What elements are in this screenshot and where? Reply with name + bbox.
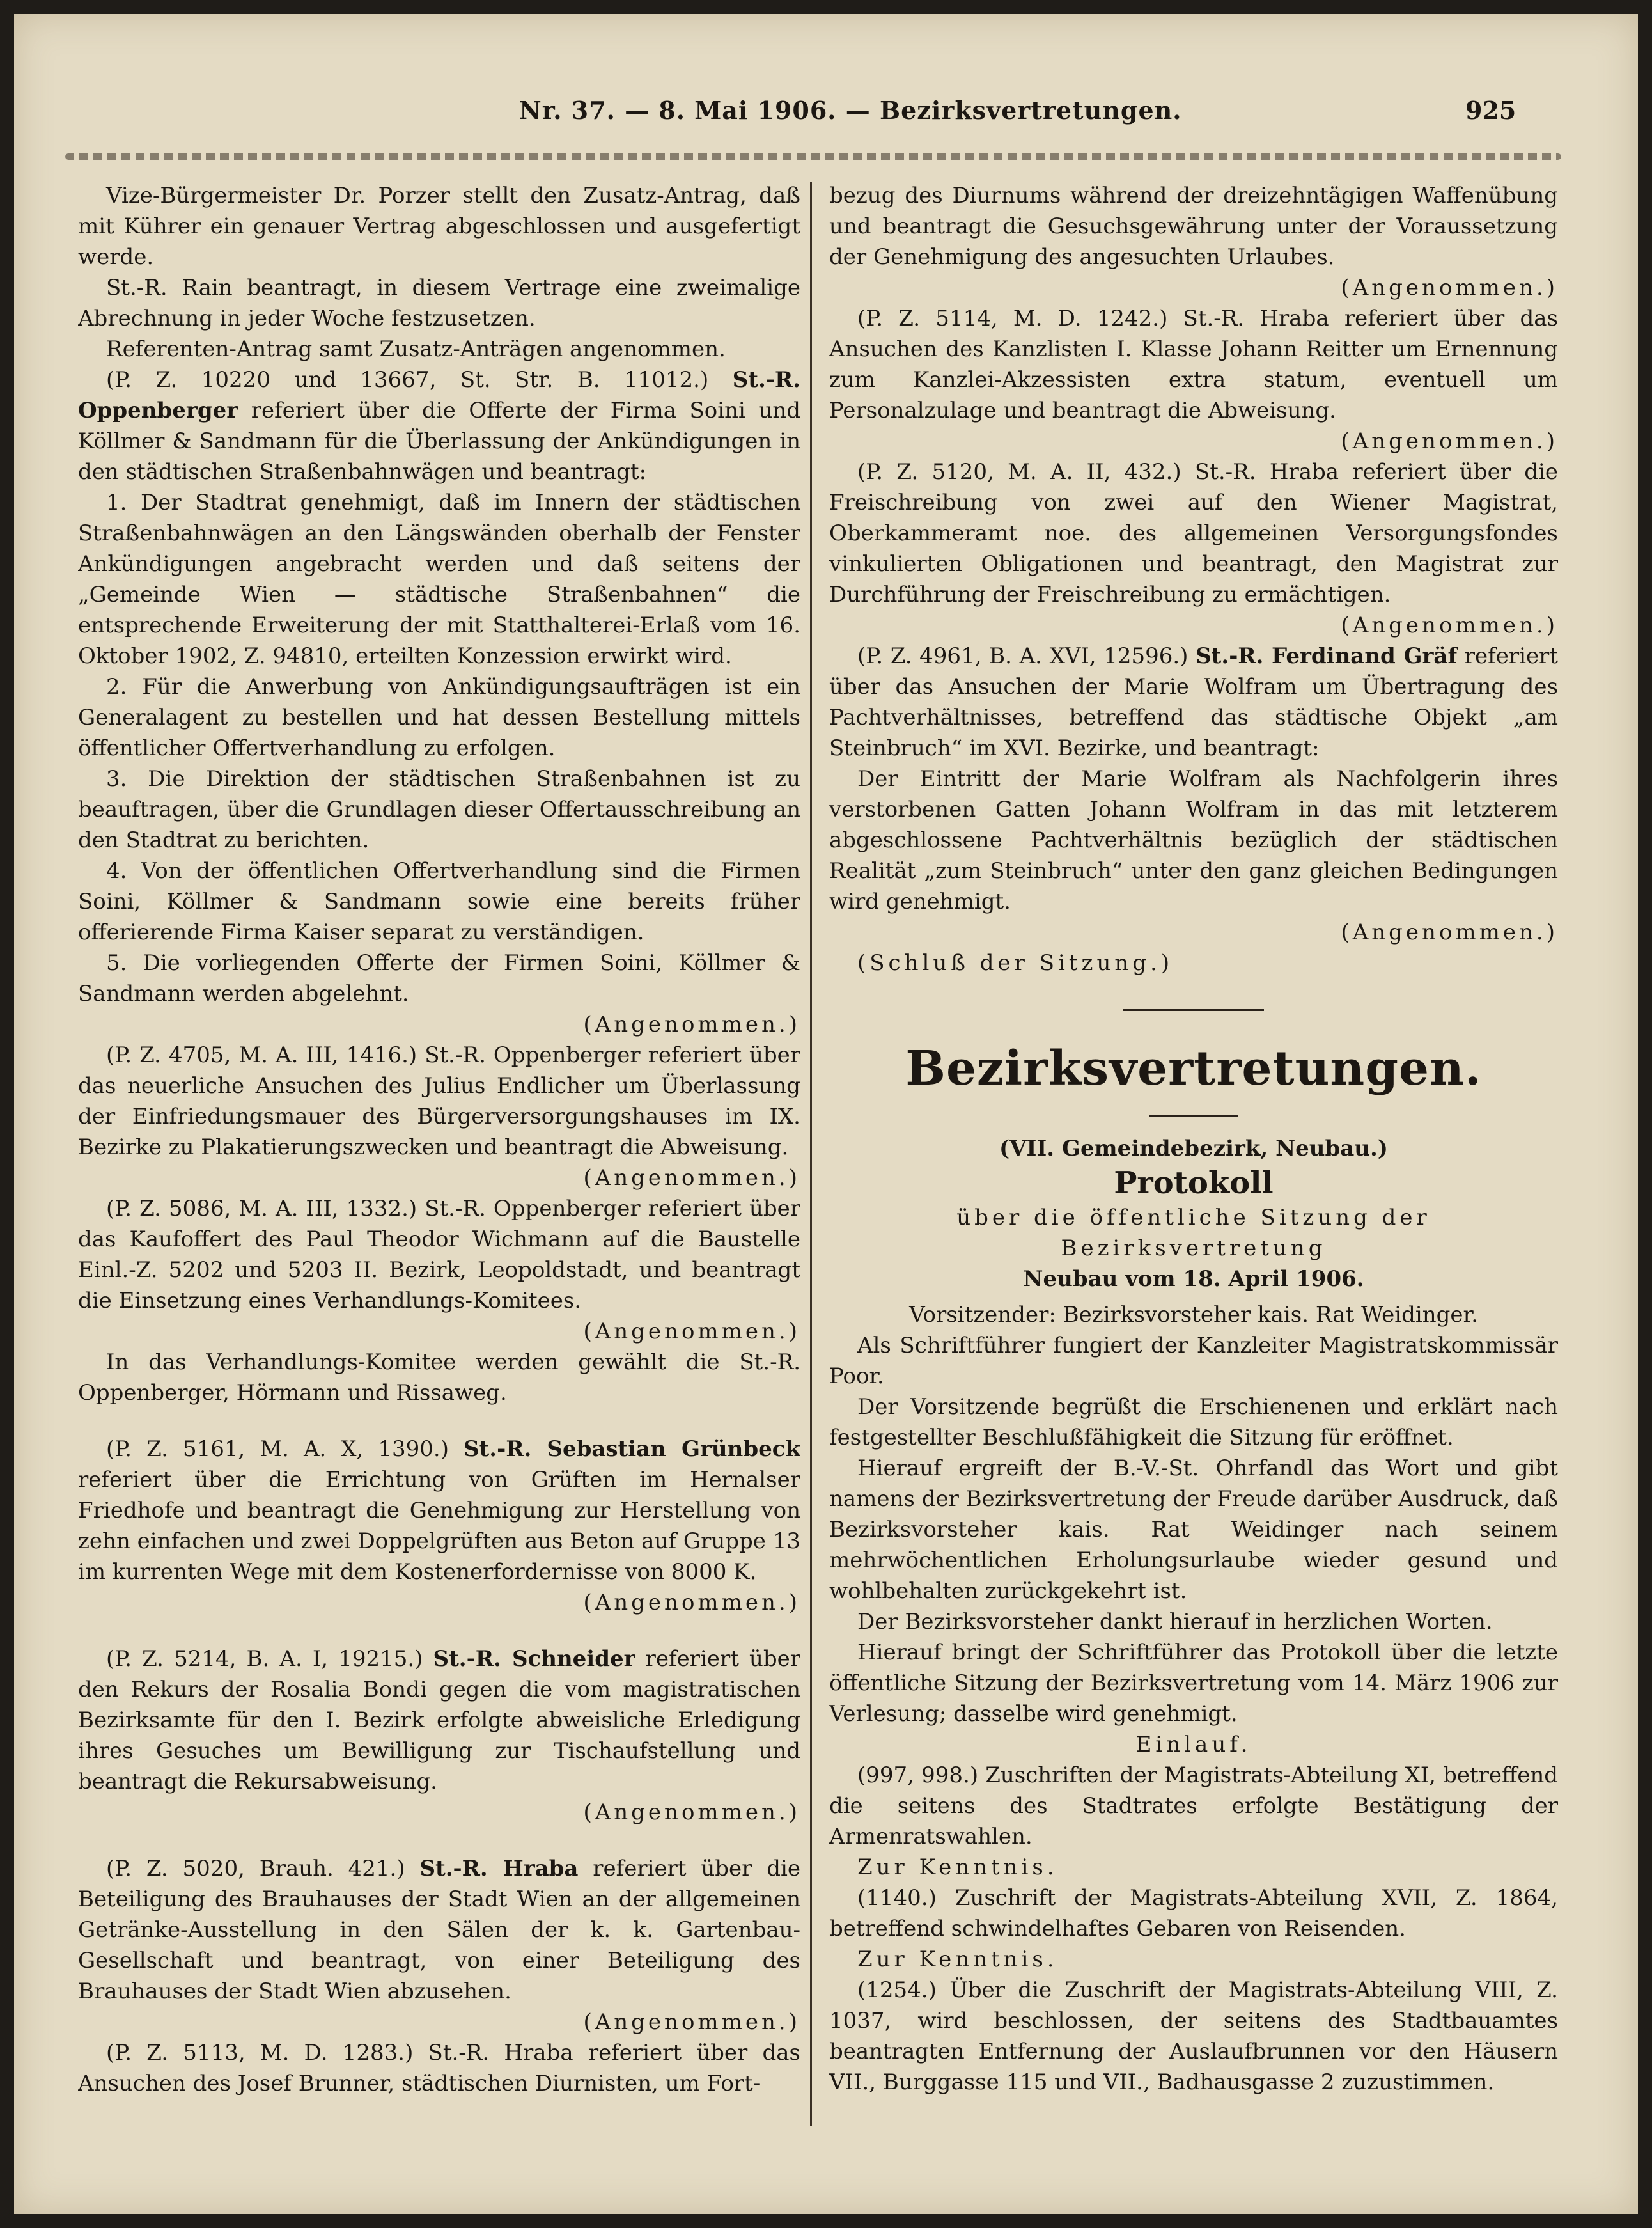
list-item: 4. Von der öffentlichen Offertverhandlung sind die Firmen Soini, Köllmer & Sandmann sowie eine bereits früher offerierende Firma Kaiser separat zu verständigen.	[78, 858, 800, 945]
paragraph: (P. Z. 4705, M. A. III, 1416.) St.-R. Oppenberger referiert über das neuerliche Ansuchen des Julius Endlicher um Überlassung der Einfriedungsmauer des Bürgerversorgungshauses im IX. Bezirke zu Plakatierungszwecken und beantragt die Abweisung.	[78, 1042, 800, 1160]
resolution: (Angenommen.)	[1341, 428, 1558, 454]
paragraph-text: referiert über die Offerte der Firma Soini und Köllmer & Sandmann für die Überlassung der Ankündigungen in den städtischen Straßenbahnwägen und beantragt:	[78, 398, 800, 485]
speaker-name: St.-R. Hraba	[419, 1856, 579, 1881]
paragraph: bezug des Diurnums während der dreizehntägigen Waffenübung und beantragt die Gesuchsgewährung unter der Voraussetzung der Genehmigung des angesuchten Urlaubes.	[829, 183, 1558, 270]
protokoll-title: Protokoll	[1114, 1165, 1274, 1201]
section-rule-small	[1149, 1115, 1238, 1117]
paragraph: (P. Z. 5086, M. A. III, 1332.) St.-R. Oppenberger referiert über das Kaufoffert des Paul Theodor Wichmann auf die Baustelle Einl.-Z. 5202 und 5203 II. Bezirk, Leopoldstadt, und beantragt die Einsetzung eines Verhandlungs-Komitees.	[78, 1196, 800, 1314]
paragraph	[78, 365, 800, 487]
running-head	[14, 96, 1638, 134]
paragraph: (997, 998.) Zuschriften der Magistrats-Abteilung XI, betreffend die seitens des Stadtrates erfolgte Bestätigung der Armenratswahlen.	[829, 1762, 1558, 1849]
einlauf-heading: Einlauf.	[1135, 1732, 1252, 1757]
list-item: 1. Der Stadtrat genehmigt, daß im Innern der städtischen Straßenbahnwägen an den Längswänden oberhalb der Fenster Ankündigungen angebracht werden und daß seitens der „Gemeinde Wien — städtische Straßenbahnen“ die entsprechende Erweiterung der mit Statthalterei-Erlaß vom 16. Oktober 1902, Z. 94810, erteilten Konzession erwirkt wird.	[78, 490, 800, 669]
file-reference: (P. Z. 4961, B. A. XVI, 12596.)	[857, 643, 1188, 669]
protokoll-date: Neubau vom 18. April 1906.	[1023, 1266, 1364, 1292]
paragraph: Hierauf ergreift der B.-V.-St. Ohrfandl das Wort und gibt namens der Bezirksvertretung der Freude darüber Ausdruck, daß Bezirksvorsteher kais. Rat Weidinger nach seinem mehrwöchentlichen Erholungsurlaube wieder gesund und wohlbehalten zurückgekehrt ist.	[829, 1455, 1558, 1604]
resolution: (Angenommen.)	[583, 2009, 800, 2035]
paragraph: Als Schriftführer fungiert der Kanzleiter Magistratskommissär Poor.	[829, 1333, 1558, 1389]
district-heading: (VII. Gemeindebezirk, Neubau.)	[999, 1136, 1388, 1161]
header-rule	[65, 153, 1561, 160]
list-item: 3. Die Direktion der städtischen Straßenbahnen ist zu beauftragen, über die Grundlagen dieser Offertausschreibung an den Stadtrat zu berichten.	[78, 766, 800, 853]
resolution: Zur Kenntnis.	[857, 1947, 1058, 1972]
file-reference: (P. Z. 10220 und 13667, St. Str. B. 11012.)	[106, 367, 709, 393]
resolution: (Angenommen.)	[583, 1800, 800, 1825]
closing-note: (Schluß der Sitzung.)	[857, 950, 1174, 976]
paragraph: (P. Z. 5120, M. A. II, 432.) St.-R. Hraba referiert über die Freischreibung von zwei auf den Wiener Magistrat, Oberkammeramt noe. des allgemeinen Versorgungsfondes vinkulierten Obligationen und beantragt, den Magistrat zur Durchführung der Freischreibung zu ermächtigen.	[829, 459, 1558, 608]
running-head-title: Nr. 37. — 8. Mai 1906. — Bezirksvertretungen.	[519, 96, 1182, 125]
file-reference: (P. Z. 5214, B. A. I, 19215.)	[106, 1646, 423, 1672]
paragraph-text: referiert über den Rekurs der Rosalia Bondi gegen die vom magistratischen Bezirksamte für den I. Bezirk erfolgte abweisliche Erledigung ihres Gesuches um Bewilligung zur Tischaufstellung und beantragt die Rekursabweisung.	[78, 1646, 800, 1794]
paragraph: (P. Z. 5113, M. D. 1283.) St.-R. Hraba referiert über das Ansuchen des Josef Brunner, städtischen Diurnisten, um Fort-	[78, 2040, 800, 2096]
paragraph	[78, 1434, 800, 1587]
paragraph: St.-R. Rain beantragt, in diesem Vertrage eine zweimalige Abrechnung in jeder Woche festzusetzen.	[78, 275, 800, 331]
protokoll-subtitle: über die öffentliche Sitzung der Bezirksvertretung	[956, 1205, 1431, 1261]
resolution: (Angenommen.)	[583, 1590, 800, 1615]
paragraph: Hierauf bringt der Schriftführer das Protokoll über die letzte öffentliche Sitzung der Bezirksvertretung vom 14. März 1906 zur Verlesung; dasselbe wird genehmigt.	[829, 1640, 1558, 1727]
paragraph	[829, 641, 1558, 764]
file-reference: (P. Z. 5020, Brauh. 421.)	[106, 1856, 405, 1881]
left-column	[78, 180, 800, 2099]
paragraph: In das Verhandlungs-Komitee werden gewählt die St.-R. Oppenberger, Hörmann und Rissaweg.	[78, 1349, 800, 1406]
speaker-name: St.-R. Ferdinand Gräf	[1196, 643, 1458, 669]
page-number: 925	[1465, 96, 1516, 125]
paragraph: (1254.) Über die Zuschrift der Magistrats-Abteilung VIII, Z. 1037, wird beschlossen, der seitens des Stadtbauamtes beantragten Entfernung der Auslaufbrunnen vor den Häusern VII., Burggasse 115 und VII., Badhausgasse 2 zuzustimmen.	[829, 1977, 1558, 2095]
column-divider	[810, 182, 812, 2126]
paragraph: Vize-Bürgermeister Dr. Porzer stellt den Zusatz-Antrag, daß mit Kührer ein genauer Vertrag abgeschlossen und ausgefertigt werde.	[78, 183, 800, 270]
chair-line: Vorsitzender: Bezirksvorsteher kais. Rat Weidinger.	[909, 1302, 1478, 1328]
paragraph: Der Eintritt der Marie Wolfram als Nachfolgerin ihres verstorbenen Gatten Johann Wolfram in das mit letzterem abgeschlossene Pachtverhältnis bezüglich der städtischen Realität „zum Steinbruch“ unter den ganz gleichen Bedingungen wird genehmigt.	[829, 766, 1558, 914]
newspaper-page	[14, 14, 1638, 2214]
paragraph-text: referiert über die Beteiligung des Brauhauses der Stadt Wien an der allgemeinen Getränke-Ausstellung in den Sälen der k. k. Gartenbau-Gesellschaft und beantragt, von einer Beteiligung des Brauhauses der Stadt Wien abzusehen.	[78, 1856, 800, 2004]
section-rule	[1123, 1009, 1264, 1011]
speaker-name: St.-R. Schneider	[433, 1646, 635, 1672]
paragraph	[78, 1644, 800, 1797]
paragraph-text: referiert über das Ansuchen der Marie Wolfram um Übertragung des Pachtverhältnisses, betreffend das städtische Objekt „am Steinbruch“ im XVI. Bezirke, und beantragt:	[829, 643, 1558, 761]
paragraph-text: referiert über die Errichtung von Grüften im Hernalser Friedhofe und beantragt die Genehmigung zur Herstellung von zehn einfachen und zwei Doppelgrüften aus Beton auf Gruppe 13 im kurrenten Wege mit dem Kostenerfordernisse von 8000 K.	[78, 1467, 800, 1585]
list-item: 2. Für die Anwerbung von Ankündigungsaufträgen ist ein Generalagent zu bestellen und hat dessen Bestellung mittels öffentlicher Offertverhandlung zu erfolgen.	[78, 674, 800, 761]
speaker-name: St.-R. Oppenberger	[78, 367, 800, 423]
file-reference: (P. Z. 5161, M. A. X, 1390.)	[106, 1436, 449, 1462]
list-item: 5. Die vorliegenden Offerte der Firmen Soini, Köllmer & Sandmann werden abgelehnt.	[78, 950, 800, 1007]
resolution: (Angenommen.)	[583, 1319, 800, 1344]
resolution: (Angenommen.)	[583, 1165, 800, 1191]
paragraph: (P. Z. 5114, M. D. 1242.) St.-R. Hraba referiert über das Ansuchen des Kanzlisten I. Klasse Johann Reitter um Ernennung zum Kanzlei-Akzessisten extra statum, eventuell um Personalzulage und beantragt die Abweisung.	[829, 306, 1558, 423]
paragraph: Der Vorsitzende begrüßt die Erschienenen und erklärt nach festgestellter Beschlußfähigkeit die Sitzung für eröffnet.	[829, 1394, 1558, 1450]
paragraph: Referenten-Antrag samt Zusatz-Anträgen angenommen.	[106, 336, 726, 362]
resolution: (Angenommen.)	[1341, 920, 1558, 945]
resolution: (Angenommen.)	[583, 1012, 800, 1037]
paragraph: Der Bezirksvorsteher dankt hierauf in herzlichen Worten.	[857, 1609, 1493, 1635]
paragraph	[78, 1853, 800, 2007]
paragraph: (1140.) Zuschrift der Magistrats-Abteilung XVII, Z. 1864, betreffend schwindelhaftes Gebaren von Reisenden.	[829, 1885, 1558, 1942]
section-heading: Bezirksvertretungen.	[905, 1041, 1482, 1096]
resolution: (Angenommen.)	[1341, 275, 1558, 301]
resolution: (Angenommen.)	[1341, 613, 1558, 638]
speaker-name: St.-R. Sebastian Grünbeck	[464, 1436, 800, 1462]
right-column	[829, 180, 1558, 2098]
resolution: Zur Kenntnis.	[857, 1855, 1058, 1880]
